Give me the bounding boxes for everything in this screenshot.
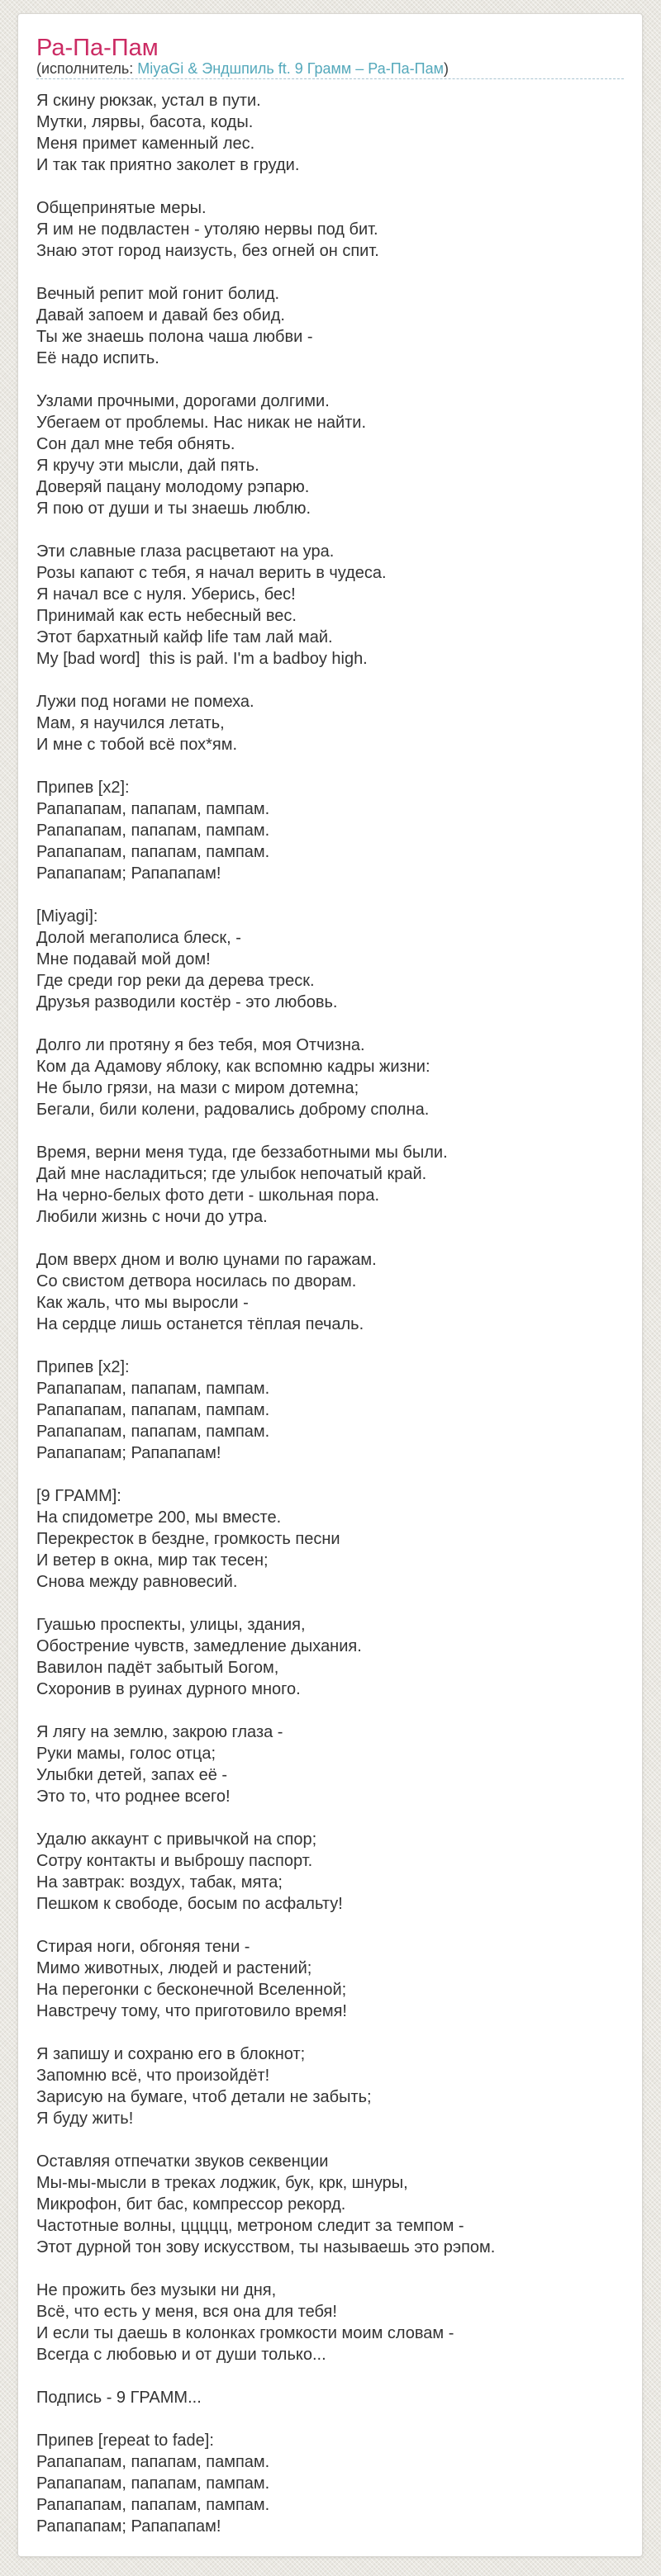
lyrics-line: Пешком к свободе, босым по асфальту!: [36, 1895, 343, 1913]
lyrics-stanza: [36, 777, 624, 884]
page-title: Ра-Па-Пам: [36, 35, 159, 61]
lyrics-stanza: [36, 1721, 624, 1807]
lyrics-line: Зарисую на бумаге, чтоб детали не забыть;: [36, 2088, 372, 2106]
lyrics-line: Знаю этот город наизусть, без огней он спит.: [36, 242, 379, 260]
lyrics-line: Не было грязи, на мази с миром дотемна;: [36, 1079, 359, 1097]
lyrics-line: Рапапапам, папапам, пампам.: [36, 2474, 270, 2493]
lyrics-line: Запомню всё, что произойдёт!: [36, 2067, 270, 2085]
lyrics-line: Бегали, били колени, радовались доброму сполна.: [36, 1101, 430, 1119]
lyrics-line: Рапапапам, папапам, пампам.: [36, 843, 270, 861]
lyrics-stanza: [36, 1249, 624, 1335]
lyrics-stanza: [36, 2043, 624, 2129]
lyrics-line: Рапапапам; Рапапапам!: [36, 864, 221, 883]
lyrics-line: Рапапапам, папапам, пампам.: [36, 2453, 270, 2471]
lyrics-line: [Miyagi]:: [36, 907, 98, 926]
lyrics-stanza: [36, 197, 624, 262]
lyrics-stanza: [36, 2387, 624, 2408]
lyrics-line: Стирая ноги, обгоняя тени -: [36, 1938, 250, 1956]
lyrics-line: Вечный репит мой гонит болид.: [36, 285, 280, 303]
lyrics-line: Этот бархатный кайф life там лай май.: [36, 628, 333, 646]
lyrics-line: Долго ли протяну я без тебя, моя Отчизна.: [36, 1036, 365, 1054]
lyrics-line: Рапапапам, папапам, пампам.: [36, 1401, 270, 1419]
lyrics-stanza: [36, 283, 624, 369]
lyrics-line: Я запишу и сохраню его в блокнот;: [36, 2045, 306, 2063]
lyrics-line: Сон дал мне тебя обнять.: [36, 435, 235, 453]
lyrics-line: Розы капают с тебя, я начал верить в чудеса.: [36, 564, 387, 582]
lyrics-stanza: [36, 541, 624, 670]
lyrics-card: [17, 13, 643, 2557]
lyrics-line: Её надо испить.: [36, 349, 159, 367]
lyrics-line: My [bad word] this is рай. I'm a badboy high.: [36, 650, 368, 668]
lyrics-line: Мне подавай мой дом!: [36, 950, 211, 968]
lyrics-line: Друзья разводили костёр - это любовь.: [36, 993, 338, 1011]
lyrics-line: Я им не подвластен - утоляю нервы под бит.: [36, 220, 378, 239]
lyrics-line: Руки мамы, голос отца;: [36, 1745, 216, 1763]
lyrics-line: На спидометре 200, мы вместе.: [36, 1508, 282, 1527]
lyrics-line: Перекресток в бездне, громкость песни: [36, 1530, 340, 1548]
lyrics-line: Я буду жить!: [36, 2110, 134, 2128]
lyrics-line: Эти славные глаза расцветают на ура.: [36, 542, 335, 561]
lyrics-line: Улыбки детей, запах её -: [36, 1766, 228, 1784]
lyrics-line: И мне с тобой всё пох*ям.: [36, 736, 238, 754]
lyrics-line: Любили жизнь с ночи до утра.: [36, 1208, 268, 1226]
lyrics-line: Рапапапам; Рапапапам!: [36, 2517, 221, 2536]
lyrics-stanza: [36, 1485, 624, 1593]
lyrics: [36, 90, 624, 2537]
lyrics-stanza: [36, 1936, 624, 2022]
lyrics-line: Время, верни меня туда, где беззаботными мы были.: [36, 1144, 448, 1162]
lyrics-stanza: [36, 1035, 624, 1120]
lyrics-line: Принимай как есть небесный вес.: [36, 607, 297, 625]
lyrics-stanza: [36, 1357, 624, 1464]
lyrics-line: Микрофон, бит бас, компрессор рекорд.: [36, 2195, 346, 2214]
lyrics-line: Узлами прочными, дорогами долгими.: [36, 392, 330, 410]
lyrics-stanza: [36, 2151, 624, 2258]
lyrics-line: Рапапапам, папапам, пампам.: [36, 1380, 270, 1398]
lyrics-line: Дай мне насладиться; где улыбок непочатый край.: [36, 1165, 427, 1183]
lyrics-line: Где среди гор реки да дерева треск.: [36, 972, 315, 990]
lyrics-line: Общепринятые меры.: [36, 199, 207, 217]
lyrics-line: Меня примет каменный лес.: [36, 135, 255, 153]
lyrics-line: Не прожить без музыки ни дня,: [36, 2281, 277, 2299]
lyrics-stanza: [36, 906, 624, 1013]
lyrics-line: Доверяй пацану молодому рэпарю.: [36, 478, 310, 496]
lyrics-line: Сотру контакты и выброшу паспорт.: [36, 1852, 313, 1870]
lyrics-line: Мимо животных, людей и растений;: [36, 1959, 312, 1977]
lyrics-line: [9 ГРАММ]:: [36, 1487, 121, 1505]
lyrics-stanza: [36, 1614, 624, 1700]
lyrics-line: Частотные волны, ццццц, метроном следит за темпом -: [36, 2217, 464, 2235]
lyrics-line: На сердце лишь останется тёплая печаль.: [36, 1315, 364, 1333]
lyrics-line: Припев [repeat to fade]:: [36, 2432, 214, 2450]
lyrics-line: Лужи под ногами не помеха.: [36, 693, 254, 711]
lyrics-line: Этот дурной тон зову искусством, ты называешь это рэпом.: [36, 2238, 496, 2256]
lyrics-line: Припев [x2]:: [36, 779, 130, 797]
lyrics-line: И так так приятно заколет в груди.: [36, 156, 300, 174]
lyrics-line: Оставляя отпечатки звуков секвенции: [36, 2152, 329, 2171]
lyrics-stanza: [36, 1829, 624, 1915]
lyrics-line: Гуашью проспекты, улицы, здания,: [36, 1616, 306, 1634]
lyrics-line: Со свистом детвора носилась по дворам.: [36, 1272, 357, 1290]
lyrics-line: Всё, что есть у меня, вся она для тебя!: [36, 2303, 337, 2321]
lyrics-line: На черно-белых фото дети - школьная пора.: [36, 1186, 379, 1205]
lyrics-line: Рапапапам, папапам, пампам.: [36, 2496, 270, 2514]
lyrics-stanza: [36, 2280, 624, 2365]
lyrics-line: Я начал все с нуля. Уберись, бес!: [36, 585, 296, 604]
lyrics-line: Подпись - 9 ГРАММ...: [36, 2389, 202, 2407]
lyrics-line: Давай запоем и давай без обид.: [36, 306, 285, 324]
lyrics-line: Долой мегаполиса блеск, -: [36, 929, 241, 947]
lyrics-line: Я скину рюкзак, устал в пути.: [36, 92, 261, 110]
lyrics-line: Припев [x2]:: [36, 1358, 130, 1376]
lyrics-line: Я лягу на землю, закрою глаза -: [36, 1723, 283, 1741]
lyrics-line: Рапапапам, папапам, пампам.: [36, 822, 270, 840]
lyrics-line: Навстречу тому, что приготовило время!: [36, 2002, 347, 2020]
lyrics-line: Ты же знаешь полона чаша любви -: [36, 328, 313, 346]
artist-line-suffix: ): [443, 60, 449, 77]
lyrics-line: Мы-мы-мысли в треках лоджик, бук, крк, шнуры,: [36, 2174, 408, 2192]
lyrics-line: Вавилон падёт забытый Богом,: [36, 1659, 279, 1677]
artist-line: [36, 60, 624, 79]
lyrics-stanza: [36, 691, 624, 755]
artist-link[interactable]: MiyaGi & Эндшпиль ft. 9 Грамм – Ра-Па-Пам: [137, 60, 444, 77]
lyrics-stanza: [36, 90, 624, 176]
lyrics-line: Это то, что роднее всего!: [36, 1788, 231, 1806]
artist-line-prefix: (исполнитель:: [36, 60, 138, 77]
lyrics-stanza: [36, 391, 624, 519]
lyrics-line: Всегда с любовью и от души только...: [36, 2346, 326, 2364]
lyrics-line: Удалю аккаунт с привычкой на спор;: [36, 1830, 317, 1849]
lyrics-line: Рапапапам, папапам, пампам.: [36, 800, 270, 818]
lyrics-line: Обострение чувств, замедление дыхания.: [36, 1637, 362, 1655]
lyrics-line: И ветер в окна, мир так тесен;: [36, 1551, 269, 1570]
lyrics-line: Рапапапам, папапам, пампам.: [36, 1423, 270, 1441]
lyrics-line: Рапапапам; Рапапапам!: [36, 1444, 221, 1462]
lyrics-line: И если ты даешь в колонках громкости моим словам -: [36, 2324, 454, 2342]
lyrics-line: На перегонки с бесконечной Вселенной;: [36, 1981, 347, 1999]
lyrics-line: Я кручу эти мысли, дай пять.: [36, 457, 259, 475]
lyrics-stanza: [36, 1142, 624, 1228]
lyrics-line: Дом вверх дном и волю цунами по гаражам.: [36, 1251, 377, 1269]
lyrics-line: Снова между равновесий.: [36, 1573, 238, 1591]
lyrics-stanza: [36, 2430, 624, 2537]
lyrics-line: На завтрак: воздух, табак, мята;: [36, 1873, 283, 1892]
lyrics-line: Мам, я научился летать,: [36, 714, 225, 732]
lyrics-line: Как жаль, что мы выросли -: [36, 1294, 249, 1312]
lyrics-line: Убегаем от проблемы. Нас никак не найти.: [36, 414, 367, 432]
lyrics-line: Я пою от души и ты знаешь люблю.: [36, 500, 311, 518]
lyrics-line: Ком да Адамову яблоку, как вспомню кадры жизни:: [36, 1058, 430, 1076]
lyrics-line: Схоронив в руинах дурного много.: [36, 1680, 301, 1698]
lyrics-line: Мутки, лярвы, басота, коды.: [36, 113, 254, 131]
